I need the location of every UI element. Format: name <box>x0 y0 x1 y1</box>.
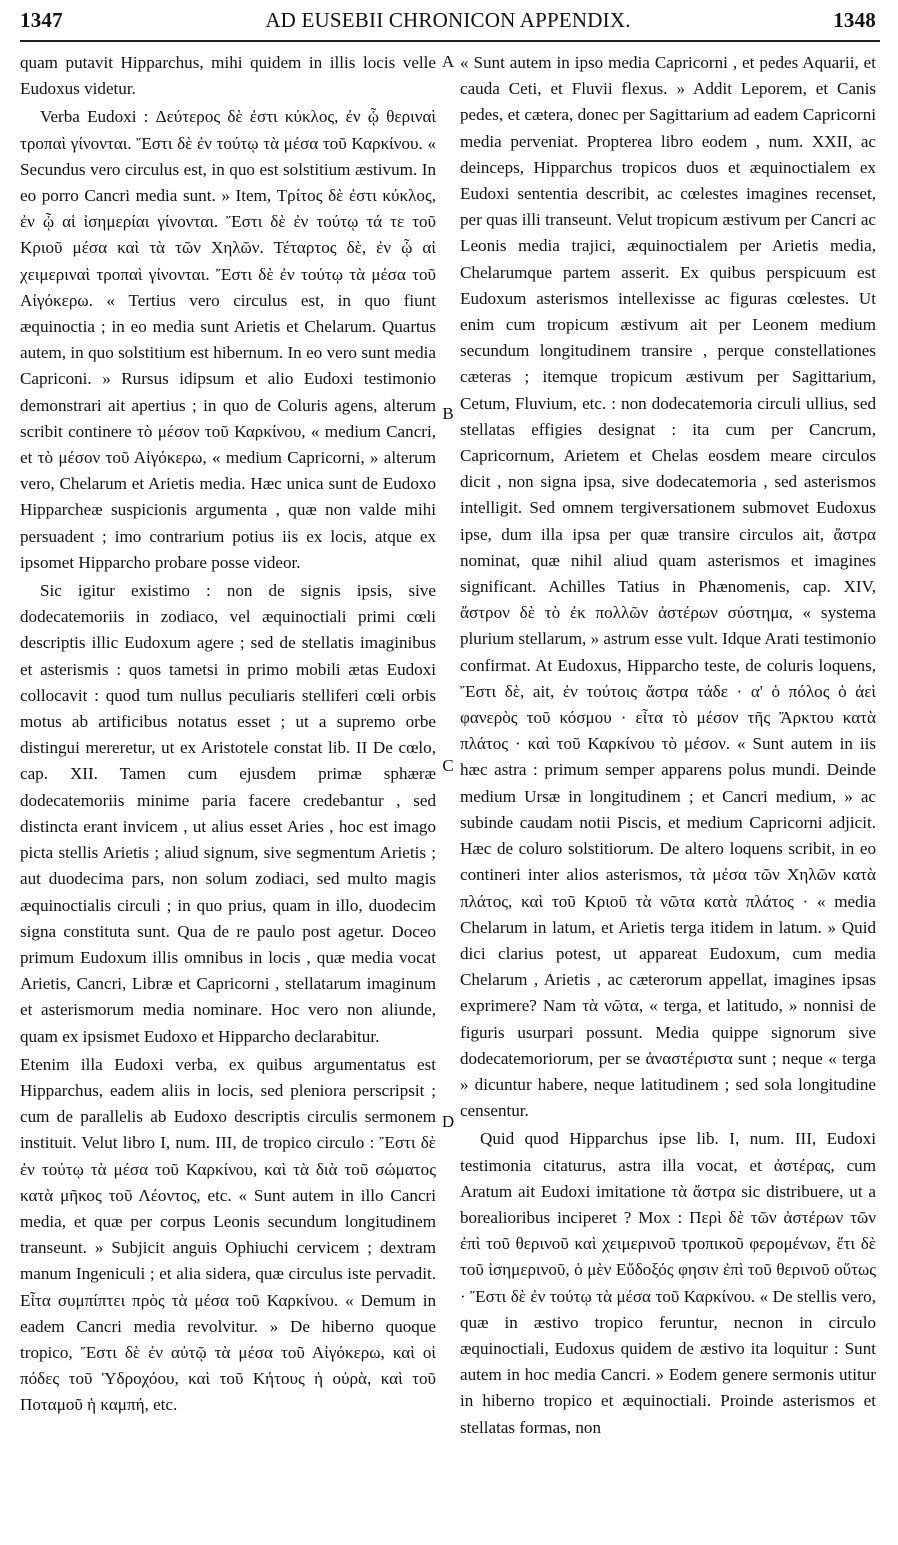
section-marker-a: A <box>441 52 455 71</box>
page-number-right: 1348 <box>833 8 876 32</box>
paragraph: Etenim illa Eudoxi verba, ex quibus argumentatus est Hipparchus, eadem aliis in locis, sed pleniora perscripsit ; cum de parallelis ab Eudoxo descriptis circulis sermonem instituit. Velut libro I, num. III, de tropico circulo : Ἔστι δὲ ἐν τούτῳ τὰ μέσα τοῦ Καρκίνου, καὶ τὰ διὰ τοῦ σώματος κατὰ μῆκος τοῦ Λέοντος, etc. « Sunt autem in illo Cancri media, et quæ per corpus Leonis secundum longitudinem transeunt. » Subjicit anguis Ophiuchi cervicem ; dextram manum Ingeniculi ; et alia sidera, quæ circulus iste pervadit. Εἶτα συμπίπτει πρὸς τὰ μέσα τοῦ Καρκίνου. « Demum in eadem Cancri media revolvitur. » De hiberno quoque tropico, Ἔστι δὲ ἐν αὐτῷ τὰ μέσα τοῦ Αἰγόκερω, καὶ οἱ πόδες τοῦ Ὑδροχόου, καὶ τοῦ Κήτους ἡ οὐρὰ, καὶ τοῦ Ποταμοῦ ἡ καμπή, etc. <box>20 1054 436 1415</box>
running-header <box>20 2 876 42</box>
paragraph: Quid quod Hipparchus ipse lib. I, num. III, Eudoxi testimonia citaturus, astra illa vocat, et ἀστέρας, cum Aratum ait Eudoxi imitatione τὰ ἄστρα sic distribuere, ut a borealioribus inciperet ? Mox : Περὶ δὲ τῶν ἀστέρων τῶν ἐπὶ τοῦ θερινοῦ καὶ χειμερινοῦ τροπικοῦ φερομένων, ἔτι δὲ τοῦ ἰσημερινοῦ, ὁ μὲν Εὔδοξός φησιν ἐπὶ τοῦ θερινοῦ οὕτως · Ἔστι δὲ ἐν τούτῳ τὰ μέσα τοῦ Καρκίνου. « De stellis vero, quæ in æstivo tropico feruntur, necnon in circulo æquinoctiali, Eudoxus quidem de æstivo ita loquitur : Sunt autem in hoc media Cancri. » Eodem genere sermonis utitur in hiberno tropico et æquinoctiali. Proinde asterismos et stellatas formas, non <box>460 1129 876 1437</box>
section-marker-b: B <box>442 404 454 423</box>
page-number-left: 1347 <box>20 8 63 32</box>
section-marker-d: D <box>441 1112 455 1131</box>
section-marker-c: C <box>442 756 454 775</box>
left-column <box>20 50 436 1421</box>
header-rule <box>20 40 880 42</box>
paragraph: Verba Eudoxi : Δεύτερος δὲ ἐστι κύκλος, ἐν ᾧ θεριναὶ τροπαὶ γίνονται. Ἔστι δὲ ἐν τούτῳ τὰ μέσα τοῦ Καρκίνου. « Secundus vero circulus est, in quo est solstitium æstivum. In eo porro Cancri media sunt. » Item, Τρίτος δὲ ἐστι κύκλος, ἐν ᾧ αἱ ἰσημερίαι γίνονται. Ἔστι δὲ ἐν τούτῳ τά τε τοῦ Κριοῦ μέσα καὶ τὰ τῶν Χηλῶν. Τέταρτος δὲ, ἐν ᾧ αἱ χειμεριναὶ τροπαὶ γίνονται. Ἔστι δὲ ἐν τούτῳ τὰ μέσα τοῦ Αἰγόκερω. « Tertius vero circulus est, in quo fiunt æquinoctia ; in eo media sunt Arietis et Chelarum. Quartus autem, in quo solstitium est hibernum. In eo vero sunt media Capriconi. » Rursus idipsum et alio Eudoxi testimonio demonstrari ait apertius ; in quo de Coluris agens, alterum scribit continere τὸ μέσον τοῦ Καρκίνου, « medium Cancri, et τὸ μέσον τοῦ Αἰγόκερω, « medium Capricorni, » alterum vero, Chelarum et Arietis media. Hæc unica sunt de Eudoxo Hipparcheæ suspicionis argumenta , quæ non valde mihi persuadent ; imo contrarium potius iis ex locis, atque ex ipsomet Hipparcho probare posse videor. <box>20 107 436 572</box>
running-title: AD EUSEBII CHRONICON APPENDIX. <box>265 8 631 32</box>
paragraph: Sic igitur existimo : non de signis ipsis, sive dodecatemoriis in zodiaco, vel æquinoctiali primi cœli descriptis illic Eudoxum agere ; sed de stellatis imaginibus et asterismis : quos tametsi in primo mobili ætas Eudoxi collocavit : quod tum nullus peculiaris stelliferi cœli orbis motus ab artificibus notatus esset ; ut a supremo orbe distingui mereretur, ut ex Aristotele constat lib. II De cœlo, cap. XII. Tamen cum ejusdem primæ sphæræ dodecatemoriis minime paria facere credebantur , sed distincta erant invicem , ut alius esset Aries , hoc est imago picta stellis Arietis ; aliud signum, sive segmentum Arietis ; aut duodecima pars, non solum zodiaci, sed multo magis æquinoctialis circuli ; in quo prius, quam in illo, duodecim signa constituta sunt. Qua de re paulo post agetur. Doceo primum Eudoxum illis omnibus in locis , quæ media vocat Arietis, Cancri, Libræ et Capricorni , stellatarum imaginum et asterismorum media nominare. Hoc vero non aliunde, quam ex ipsismet Eudoxo et Hipparcho declarabitur. <box>20 581 436 1046</box>
paragraph: quam putavit Hipparchus, mihi quidem in illis locis velle Eudoxus videtur. <box>20 53 436 99</box>
right-column <box>460 50 876 1443</box>
paragraph: « Sunt autem in ipso media Capricorni , et pedes Aquarii, et cauda Ceti, et Fluvii flexus. » Addit Leporem, et Canis pedes, et cætera, donec per Sagittarium ad eadem Capricorni media perveniat. Propterea libro eodem , num. XXII, ac deinceps, Hipparchus tropicos duos et æquinoctialem ex Eudoxi sententia describit, ac cœlestes imagines recenset, per quas illi transeunt. Velut tropicum æstivum per Cancri ac Leonis media trajici, æquinoctialem per Arietis media, Chelarumque partem asserit. Ex quibus perspicuum est Eudoxum asterismos intellexisse ac figuras cœlestes. Ut enim cum tropicum æstivum ait per Leonem medium secundum longitudinem transire , perque constellationes cæteras ; itemque tropicum æstivum per Sagittarium, Cetum, Fluvium, etc. : non dodecatemoria circuli ullius, sed stellatas effigies designat : ita cum per Cancrum, Capricornum, Arietem et Chelas eosdem meare circulos dicit , non signa ipsa, sive dodecatemoria , sed asterismos intelligit. Sed omnem tergiversationem submovet Eudoxus ipse, dum illa ipsa per quæ transire circulos ait, ἄστρα nominat, quæ nihil aliud quam asterismos et imagines significant. Achilles Tatius in Phænomenis, cap. XIV, ἄστρον δὲ τὸ ἐκ πολλῶν ἀστέρων σύστημα, « systema plurium stellarum, » astrum esse vult. Idque Arati testimonio confirmat. At Eudoxus, Hipparcho teste, de coluris loquens, Ἔστι δὲ, ait, ἐν τούτοις ἄστρα τάδε · α' ὁ πόλος ὁ ἀεὶ φανερὸς τοῦ κόσμου · εἶτα τὸ μέσον τῆς Ἄρκτου κατὰ πλάτος · καὶ τοῦ Καρκίνου τὸ μέσον. « Sunt autem in iis hæc astra : primum semper apparens polus mundi. Deinde medium Ursæ in longitudinem ; et Cancri medium, » ac subinde caudam notii Piscis, et medium Capricorni adjicit. Hæc de coluro solstitiorum. De altero loquens scribit, in eo contineri inter alios asterismos, τὰ μέσα τῶν Χηλῶν κατὰ πλάτος, καὶ τοῦ Κριοῦ τὰ νῶτα κατὰ πλάτος · « media Chelarum in latum, et Arietis terga itidem in latum. » Quid dici clarius potest, ut appareat Eudoxum, cum media Chelarum , Arietis , ac cæterorum appellat, imagines ipsas exprimere? Nam τὰ νῶτα, « terga, et latitudo, » nonnisi de figuris usurpari possunt. Media quippe signorum sive dodecatemoriorum, per se ἀναστέριστα sunt ; neque « terga » dicuntur habere, neque latitudinem ; sed sola longitudine censentur. <box>460 53 876 1121</box>
